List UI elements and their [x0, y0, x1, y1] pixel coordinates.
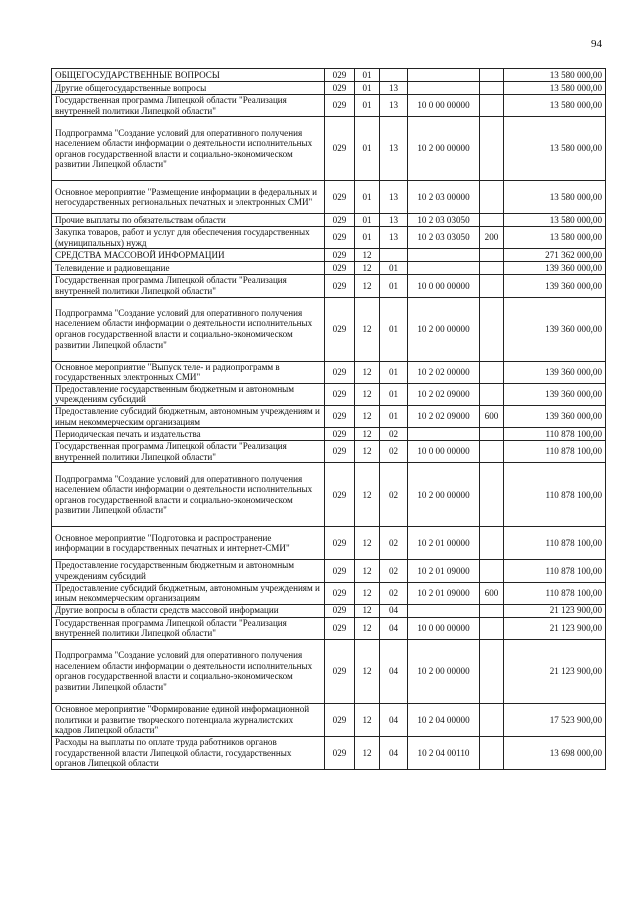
table-row	[52, 95, 606, 117]
row-name: Основное мероприятие "Выпуск теле- и радиопрограмм в государственных электронных СМИ"	[52, 361, 325, 383]
row-name: ОБЩЕГОСУДАРСТВЕННЫЕ ВОПРОСЫ	[52, 69, 325, 82]
expense-type-cell	[480, 214, 504, 227]
section-cell: 12	[355, 560, 380, 582]
target-article-cell: 10 0 00 00000	[408, 441, 480, 463]
subsection-cell: 01	[380, 275, 408, 297]
row-name: Закупка товаров, работ и услуг для обеспечения государственных (муниципальных) нужд	[52, 227, 325, 249]
row-name: Расходы на выплаты по оплате труда работников органов государственной власти Липецкой области, государственных органов Липецкой области	[52, 736, 325, 769]
subsection-cell: 02	[380, 527, 408, 560]
code-cell: 029	[325, 117, 355, 181]
amount-cell: 21 123 900,00	[504, 639, 606, 703]
subsection-cell: 01	[380, 405, 408, 427]
expense-type-cell	[480, 95, 504, 117]
amount-cell: 110 878 100,00	[504, 560, 606, 582]
section-cell: 01	[355, 82, 380, 95]
row-name: Основное мероприятие "Размещение информации в федеральных и негосударственных региональных печатных и электронных СМИ"	[52, 181, 325, 214]
table-row	[52, 214, 606, 227]
table-row	[52, 227, 606, 249]
code-cell: 029	[325, 441, 355, 463]
subsection-cell: 02	[380, 428, 408, 441]
subsection-cell	[380, 69, 408, 82]
code-cell: 029	[325, 82, 355, 95]
expense-type-cell	[480, 297, 504, 361]
section-cell: 01	[355, 214, 380, 227]
budget-table-body	[52, 69, 606, 770]
row-name: Подпрограмма "Создание условий для оперативного получения населением области информации о деятельности исполнительных органов государственной власти и социально-экономическом развитии Липецкой области"	[52, 117, 325, 181]
row-name: Другие вопросы в области средств массовой информации	[52, 604, 325, 617]
section-cell: 01	[355, 117, 380, 181]
table-row	[52, 560, 606, 582]
target-article-cell: 10 2 01 09000	[408, 560, 480, 582]
section-cell: 01	[355, 181, 380, 214]
row-name: СРЕДСТВА МАССОВОЙ ИНФОРМАЦИИ	[52, 249, 325, 262]
expense-type-cell	[480, 249, 504, 262]
subsection-cell: 04	[380, 703, 408, 736]
row-name: Государственная программа Липецкой области "Реализация внутренней политики Липецкой области"	[52, 275, 325, 297]
row-name: Государственная программа Липецкой области "Реализация внутренней политики Липецкой области"	[52, 441, 325, 463]
section-cell: 12	[355, 297, 380, 361]
section-cell: 01	[355, 227, 380, 249]
code-cell: 029	[325, 428, 355, 441]
row-name: Телевидение и радиовещание	[52, 262, 325, 275]
section-cell: 12	[355, 604, 380, 617]
code-cell: 029	[325, 297, 355, 361]
amount-cell: 139 360 000,00	[504, 297, 606, 361]
table-row	[52, 703, 606, 736]
section-cell: 12	[355, 463, 380, 527]
code-cell: 029	[325, 617, 355, 639]
section-cell: 12	[355, 703, 380, 736]
table-row	[52, 262, 606, 275]
section-cell: 12	[355, 639, 380, 703]
target-article-cell: 10 2 00 00000	[408, 639, 480, 703]
subsection-cell: 04	[380, 639, 408, 703]
budget-table	[51, 68, 606, 770]
amount-cell: 21 123 900,00	[504, 604, 606, 617]
subsection-cell: 02	[380, 463, 408, 527]
section-cell: 12	[355, 405, 380, 427]
target-article-cell: 10 2 01 09000	[408, 582, 480, 604]
target-article-cell	[408, 249, 480, 262]
subsection-cell: 04	[380, 617, 408, 639]
subsection-cell: 02	[380, 441, 408, 463]
row-name: Государственная программа Липецкой области "Реализация внутренней политики Липецкой области"	[52, 617, 325, 639]
row-name: Предоставление субсидий бюджетным, автономным учреждениям и иным некоммерческим организациям	[52, 582, 325, 604]
code-cell: 029	[325, 582, 355, 604]
expense-type-cell	[480, 441, 504, 463]
code-cell: 029	[325, 214, 355, 227]
table-row	[52, 405, 606, 427]
amount-cell: 139 360 000,00	[504, 262, 606, 275]
table-row	[52, 582, 606, 604]
expense-type-cell	[480, 117, 504, 181]
table-row	[52, 117, 606, 181]
table-row	[52, 249, 606, 262]
subsection-cell: 13	[380, 82, 408, 95]
expense-type-cell	[480, 361, 504, 383]
row-name: Государственная программа Липецкой области "Реализация внутренней политики Липецкой области"	[52, 95, 325, 117]
code-cell: 029	[325, 604, 355, 617]
target-article-cell	[408, 262, 480, 275]
amount-cell: 110 878 100,00	[504, 428, 606, 441]
target-article-cell: 10 2 03 03050	[408, 227, 480, 249]
target-article-cell: 10 2 00 00000	[408, 297, 480, 361]
table-row	[52, 441, 606, 463]
amount-cell: 13 580 000,00	[504, 95, 606, 117]
code-cell: 029	[325, 383, 355, 405]
subsection-cell	[380, 249, 408, 262]
code-cell: 029	[325, 405, 355, 427]
expense-type-cell	[480, 181, 504, 214]
amount-cell: 110 878 100,00	[504, 582, 606, 604]
expense-type-cell: 600	[480, 405, 504, 427]
expense-type-cell: 200	[480, 227, 504, 249]
amount-cell: 13 580 000,00	[504, 69, 606, 82]
table-row	[52, 736, 606, 769]
target-article-cell: 10 2 02 09000	[408, 383, 480, 405]
section-cell: 12	[355, 736, 380, 769]
subsection-cell: 13	[380, 181, 408, 214]
subsection-cell: 02	[380, 560, 408, 582]
expense-type-cell	[480, 527, 504, 560]
target-article-cell: 10 2 02 00000	[408, 361, 480, 383]
row-name: Прочие выплаты по обязательствам области	[52, 214, 325, 227]
target-article-cell	[408, 604, 480, 617]
subsection-cell: 13	[380, 117, 408, 181]
subsection-cell: 01	[380, 383, 408, 405]
section-cell: 12	[355, 441, 380, 463]
table-row	[52, 181, 606, 214]
page-number: 94	[591, 38, 602, 50]
code-cell: 029	[325, 639, 355, 703]
code-cell: 029	[325, 262, 355, 275]
subsection-cell: 04	[380, 736, 408, 769]
section-cell: 12	[355, 617, 380, 639]
expense-type-cell	[480, 703, 504, 736]
amount-cell: 110 878 100,00	[504, 463, 606, 527]
table-row	[52, 428, 606, 441]
table-row	[52, 69, 606, 82]
expense-type-cell	[480, 736, 504, 769]
target-article-cell	[408, 82, 480, 95]
amount-cell: 110 878 100,00	[504, 441, 606, 463]
code-cell: 029	[325, 703, 355, 736]
target-article-cell: 10 2 02 09000	[408, 405, 480, 427]
expense-type-cell	[480, 463, 504, 527]
section-cell: 01	[355, 69, 380, 82]
code-cell: 029	[325, 275, 355, 297]
section-cell: 12	[355, 275, 380, 297]
row-name: Периодическая печать и издательства	[52, 428, 325, 441]
expense-type-cell	[480, 617, 504, 639]
table-row	[52, 639, 606, 703]
amount-cell: 13 698 000,00	[504, 736, 606, 769]
code-cell: 029	[325, 181, 355, 214]
target-article-cell	[408, 428, 480, 441]
table-row	[52, 527, 606, 560]
target-article-cell: 10 2 03 00000	[408, 181, 480, 214]
row-name: Другие общегосударственные вопросы	[52, 82, 325, 95]
subsection-cell: 13	[380, 227, 408, 249]
target-article-cell: 10 0 00 00000	[408, 95, 480, 117]
target-article-cell: 10 2 03 03050	[408, 214, 480, 227]
row-name: Подпрограмма "Создание условий для оперативного получения населением области информации о деятельности исполнительных органов государственной власти и социально-экономическом развитии Липецкой области"	[52, 297, 325, 361]
expense-type-cell	[480, 604, 504, 617]
amount-cell: 139 360 000,00	[504, 361, 606, 383]
table-row	[52, 297, 606, 361]
subsection-cell: 01	[380, 262, 408, 275]
row-name: Основное мероприятие "Формирование единой информационной политики и развитие творческого потенциала журналистских кадров Липецкой области"	[52, 703, 325, 736]
target-article-cell: 10 0 00 00000	[408, 617, 480, 639]
code-cell: 029	[325, 527, 355, 560]
section-cell: 01	[355, 95, 380, 117]
amount-cell: 13 580 000,00	[504, 214, 606, 227]
table-row	[52, 82, 606, 95]
expense-type-cell	[480, 69, 504, 82]
expense-type-cell	[480, 262, 504, 275]
row-name: Предоставление государственным бюджетным и автономным учреждениям субсидий	[52, 560, 325, 582]
section-cell: 12	[355, 383, 380, 405]
subsection-cell: 02	[380, 582, 408, 604]
code-cell: 029	[325, 95, 355, 117]
amount-cell: 13 580 000,00	[504, 117, 606, 181]
target-article-cell: 10 0 00 00000	[408, 275, 480, 297]
amount-cell: 139 360 000,00	[504, 383, 606, 405]
amount-cell: 21 123 900,00	[504, 617, 606, 639]
section-cell: 12	[355, 582, 380, 604]
subsection-cell: 04	[380, 604, 408, 617]
target-article-cell: 10 2 04 00000	[408, 703, 480, 736]
section-cell: 12	[355, 262, 380, 275]
expense-type-cell	[480, 428, 504, 441]
expense-type-cell	[480, 383, 504, 405]
code-cell: 029	[325, 69, 355, 82]
section-cell: 12	[355, 527, 380, 560]
subsection-cell: 13	[380, 214, 408, 227]
row-name: Подпрограмма "Создание условий для оперативного получения населением области информации о деятельности исполнительных органов государственной власти и социально-экономическом развитии Липецкой области"	[52, 639, 325, 703]
table-row	[52, 361, 606, 383]
code-cell: 029	[325, 361, 355, 383]
target-article-cell: 10 2 01 00000	[408, 527, 480, 560]
table-row	[52, 463, 606, 527]
row-name: Предоставление субсидий бюджетным, автономным учреждениям и иным некоммерческим организациям	[52, 405, 325, 427]
target-article-cell: 10 2 04 00110	[408, 736, 480, 769]
subsection-cell: 13	[380, 95, 408, 117]
amount-cell: 110 878 100,00	[504, 527, 606, 560]
code-cell: 029	[325, 560, 355, 582]
table-row	[52, 275, 606, 297]
expense-type-cell	[480, 82, 504, 95]
expense-type-cell	[480, 639, 504, 703]
section-cell: 12	[355, 249, 380, 262]
section-cell: 12	[355, 361, 380, 383]
amount-cell: 17 523 900,00	[504, 703, 606, 736]
amount-cell: 13 580 000,00	[504, 82, 606, 95]
code-cell: 029	[325, 249, 355, 262]
subsection-cell: 01	[380, 297, 408, 361]
row-name: Подпрограмма "Создание условий для оперативного получения населением области информации о деятельности исполнительных органов государственной власти и социально-экономическом развитии Липецкой области"	[52, 463, 325, 527]
target-article-cell: 10 2 00 00000	[408, 463, 480, 527]
target-article-cell: 10 2 00 00000	[408, 117, 480, 181]
expense-type-cell	[480, 275, 504, 297]
code-cell: 029	[325, 736, 355, 769]
code-cell: 029	[325, 463, 355, 527]
code-cell: 029	[325, 227, 355, 249]
amount-cell: 139 360 000,00	[504, 405, 606, 427]
expense-type-cell	[480, 560, 504, 582]
target-article-cell	[408, 69, 480, 82]
amount-cell: 139 360 000,00	[504, 275, 606, 297]
row-name: Предоставление государственным бюджетным и автономным учреждениям субсидий	[52, 383, 325, 405]
row-name: Основное мероприятие "Подготовка и распространение информации в государственных печатных и интернет-СМИ"	[52, 527, 325, 560]
subsection-cell: 01	[380, 361, 408, 383]
table-row	[52, 383, 606, 405]
section-cell: 12	[355, 428, 380, 441]
table-row	[52, 617, 606, 639]
amount-cell: 13 580 000,00	[504, 227, 606, 249]
amount-cell: 271 362 000,00	[504, 249, 606, 262]
table-row	[52, 604, 606, 617]
expense-type-cell: 600	[480, 582, 504, 604]
amount-cell: 13 580 000,00	[504, 181, 606, 214]
